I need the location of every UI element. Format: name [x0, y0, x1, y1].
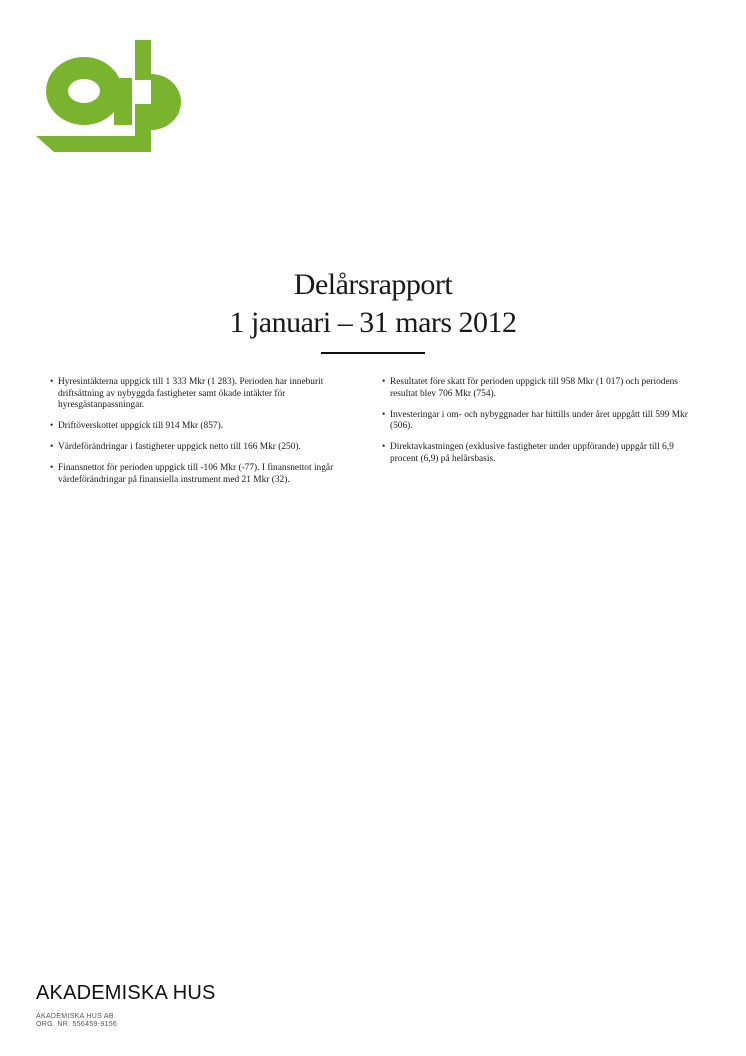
- footer-legal-name: AKADEMISKA HUS AB: [36, 1013, 114, 1020]
- report-title: [0, 266, 746, 342]
- highlight-item: • Finansnettot för perioden uppgick till -106 Mkr (-77). I finansnettot ingår värdeförändringar på finansiella instrument med 21 Mkr (32).: [50, 463, 362, 486]
- highlight-item: • Resultatet före skatt för perioden uppgick till 958 Mkr (1 017) och periodens resultat blev 706 Mkr (754).: [382, 377, 700, 400]
- highlight-item: • Driftöverskottet uppgick till 914 Mkr (857).: [50, 421, 362, 433]
- report-title-line2: 1 januari – 31 mars 2012: [229, 306, 517, 339]
- highlights-left-column: [50, 377, 362, 496]
- footer-org-number: ORG. NR: 556459-9156: [36, 1021, 118, 1028]
- title-divider: [321, 352, 425, 354]
- highlight-item: • Investeringar i om- och nybyggnader har hittills under året uppgått till 599 Mkr (506).: [382, 410, 700, 433]
- highlight-item: • Värdeförändringar i fastigheter uppgick netto till 166 Mkr (250).: [50, 442, 362, 454]
- footer-company-name: AKADEMISKA HUS: [36, 982, 216, 1004]
- highlight-item: • Hyresintäkterna uppgick till 1 333 Mkr (1 283). Perioden har inneburit driftsättning av nybyggda fastigheter samt ökade intäkter för hyresgästanpassningar.: [50, 377, 362, 412]
- ap-logo-icon: [36, 38, 186, 154]
- highlight-item: • Direktavkastningen (exklusive fastigheter under uppförande) uppgår till 6,9 procent (6,9) på helårsbasis.: [382, 442, 700, 465]
- report-title-line1: Delårsrapport: [293, 268, 453, 301]
- highlights-right-column: [382, 377, 700, 475]
- akademiska-hus-logo: [36, 38, 186, 154]
